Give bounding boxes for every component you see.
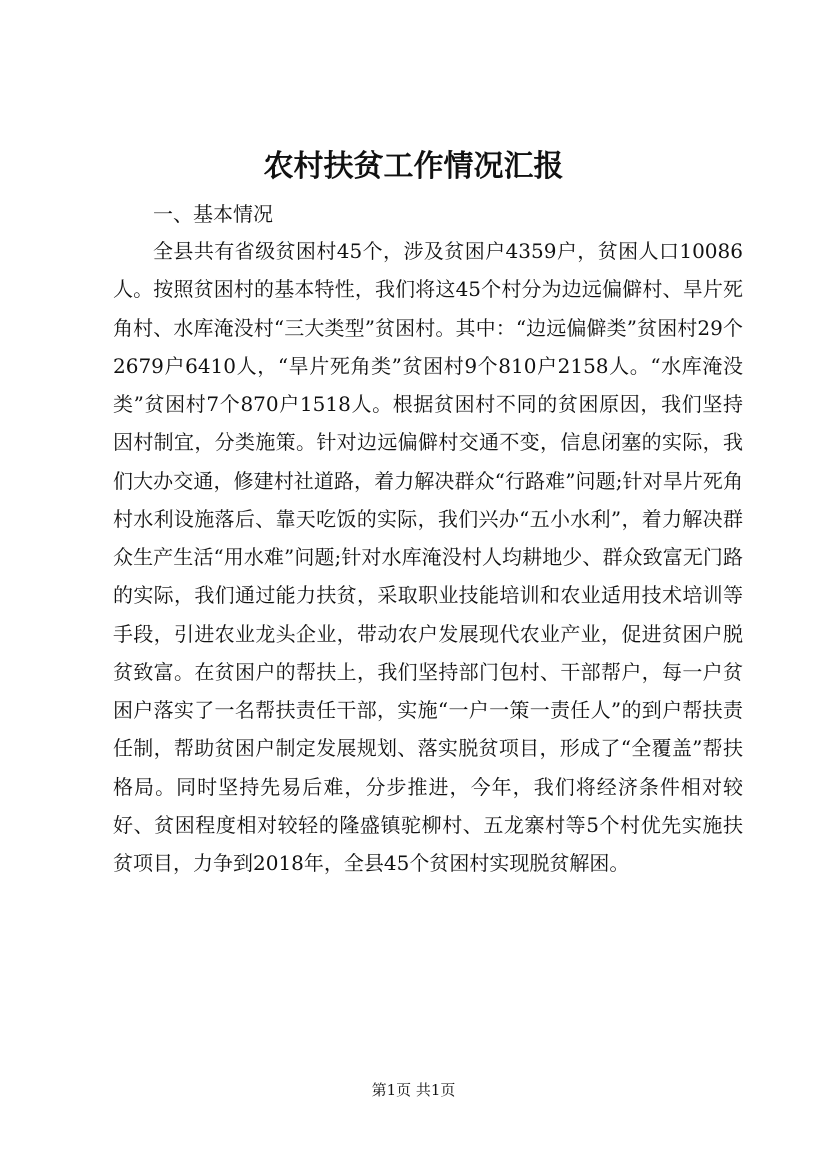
page-footer [0,1078,827,1102]
page-indicator: 第1页 共1页 [371,1081,456,1099]
section-heading: 一、基本情况 [153,202,273,226]
body-paragraph: 全县共有省级贫困村45个，涉及贫困户4359户，贫困人口10086人。按照贫困村的基本特性，我们将这45个村分为边远偏僻村、旱片死角村、水库淹没村“三大类型”贫困村。其中：“边远偏僻类”贫困村29个2679户6410人，“旱片死角类”贫困村9个810户2158人。“水库淹没类”贫困村7个870户1518人。根据贫困村不同的贫困原因，我们坚持因村制宜，分类施策。针对边远偏僻村交通不变，信息闭塞的实际，我们大办交通，修建村社道路，着力解决群众“行路难”问题;针对旱片死角村水利设施落后、靠天吃饭的实际，我们兴办“五小水利”，着力解决群众生产生活“用水难”问题;针对水库淹没村人均耕地少、群众致富无门路的实际，我们通过能力扶贫，采取职业技能培训和农业适用技术培训等手段，引进农业龙头企业，带动农户发展现代农业产业，促进贫困户脱贫致富。在贫困户的帮扶上，我们坚持部门包村、干部帮户，每一户贫困户落实了一名帮扶责任干部，实施“一户一策一责任人”的到户帮扶责任制，帮助贫困户制定发展规划、落实脱贫项目，形成了“全覆盖”帮扶格局。同时坚持先易后难，分步推进，今年，我们将经济条件相对较好、贫困程度相对较轻的隆盛镇驼柳村、五龙寨村等5个村优先实施扶贫项目，力争到2018年，全县45个贫困村实现脱贫解困。 [113,239,743,875]
document-title: 农村扶贫工作情况汇报 [263,149,564,184]
